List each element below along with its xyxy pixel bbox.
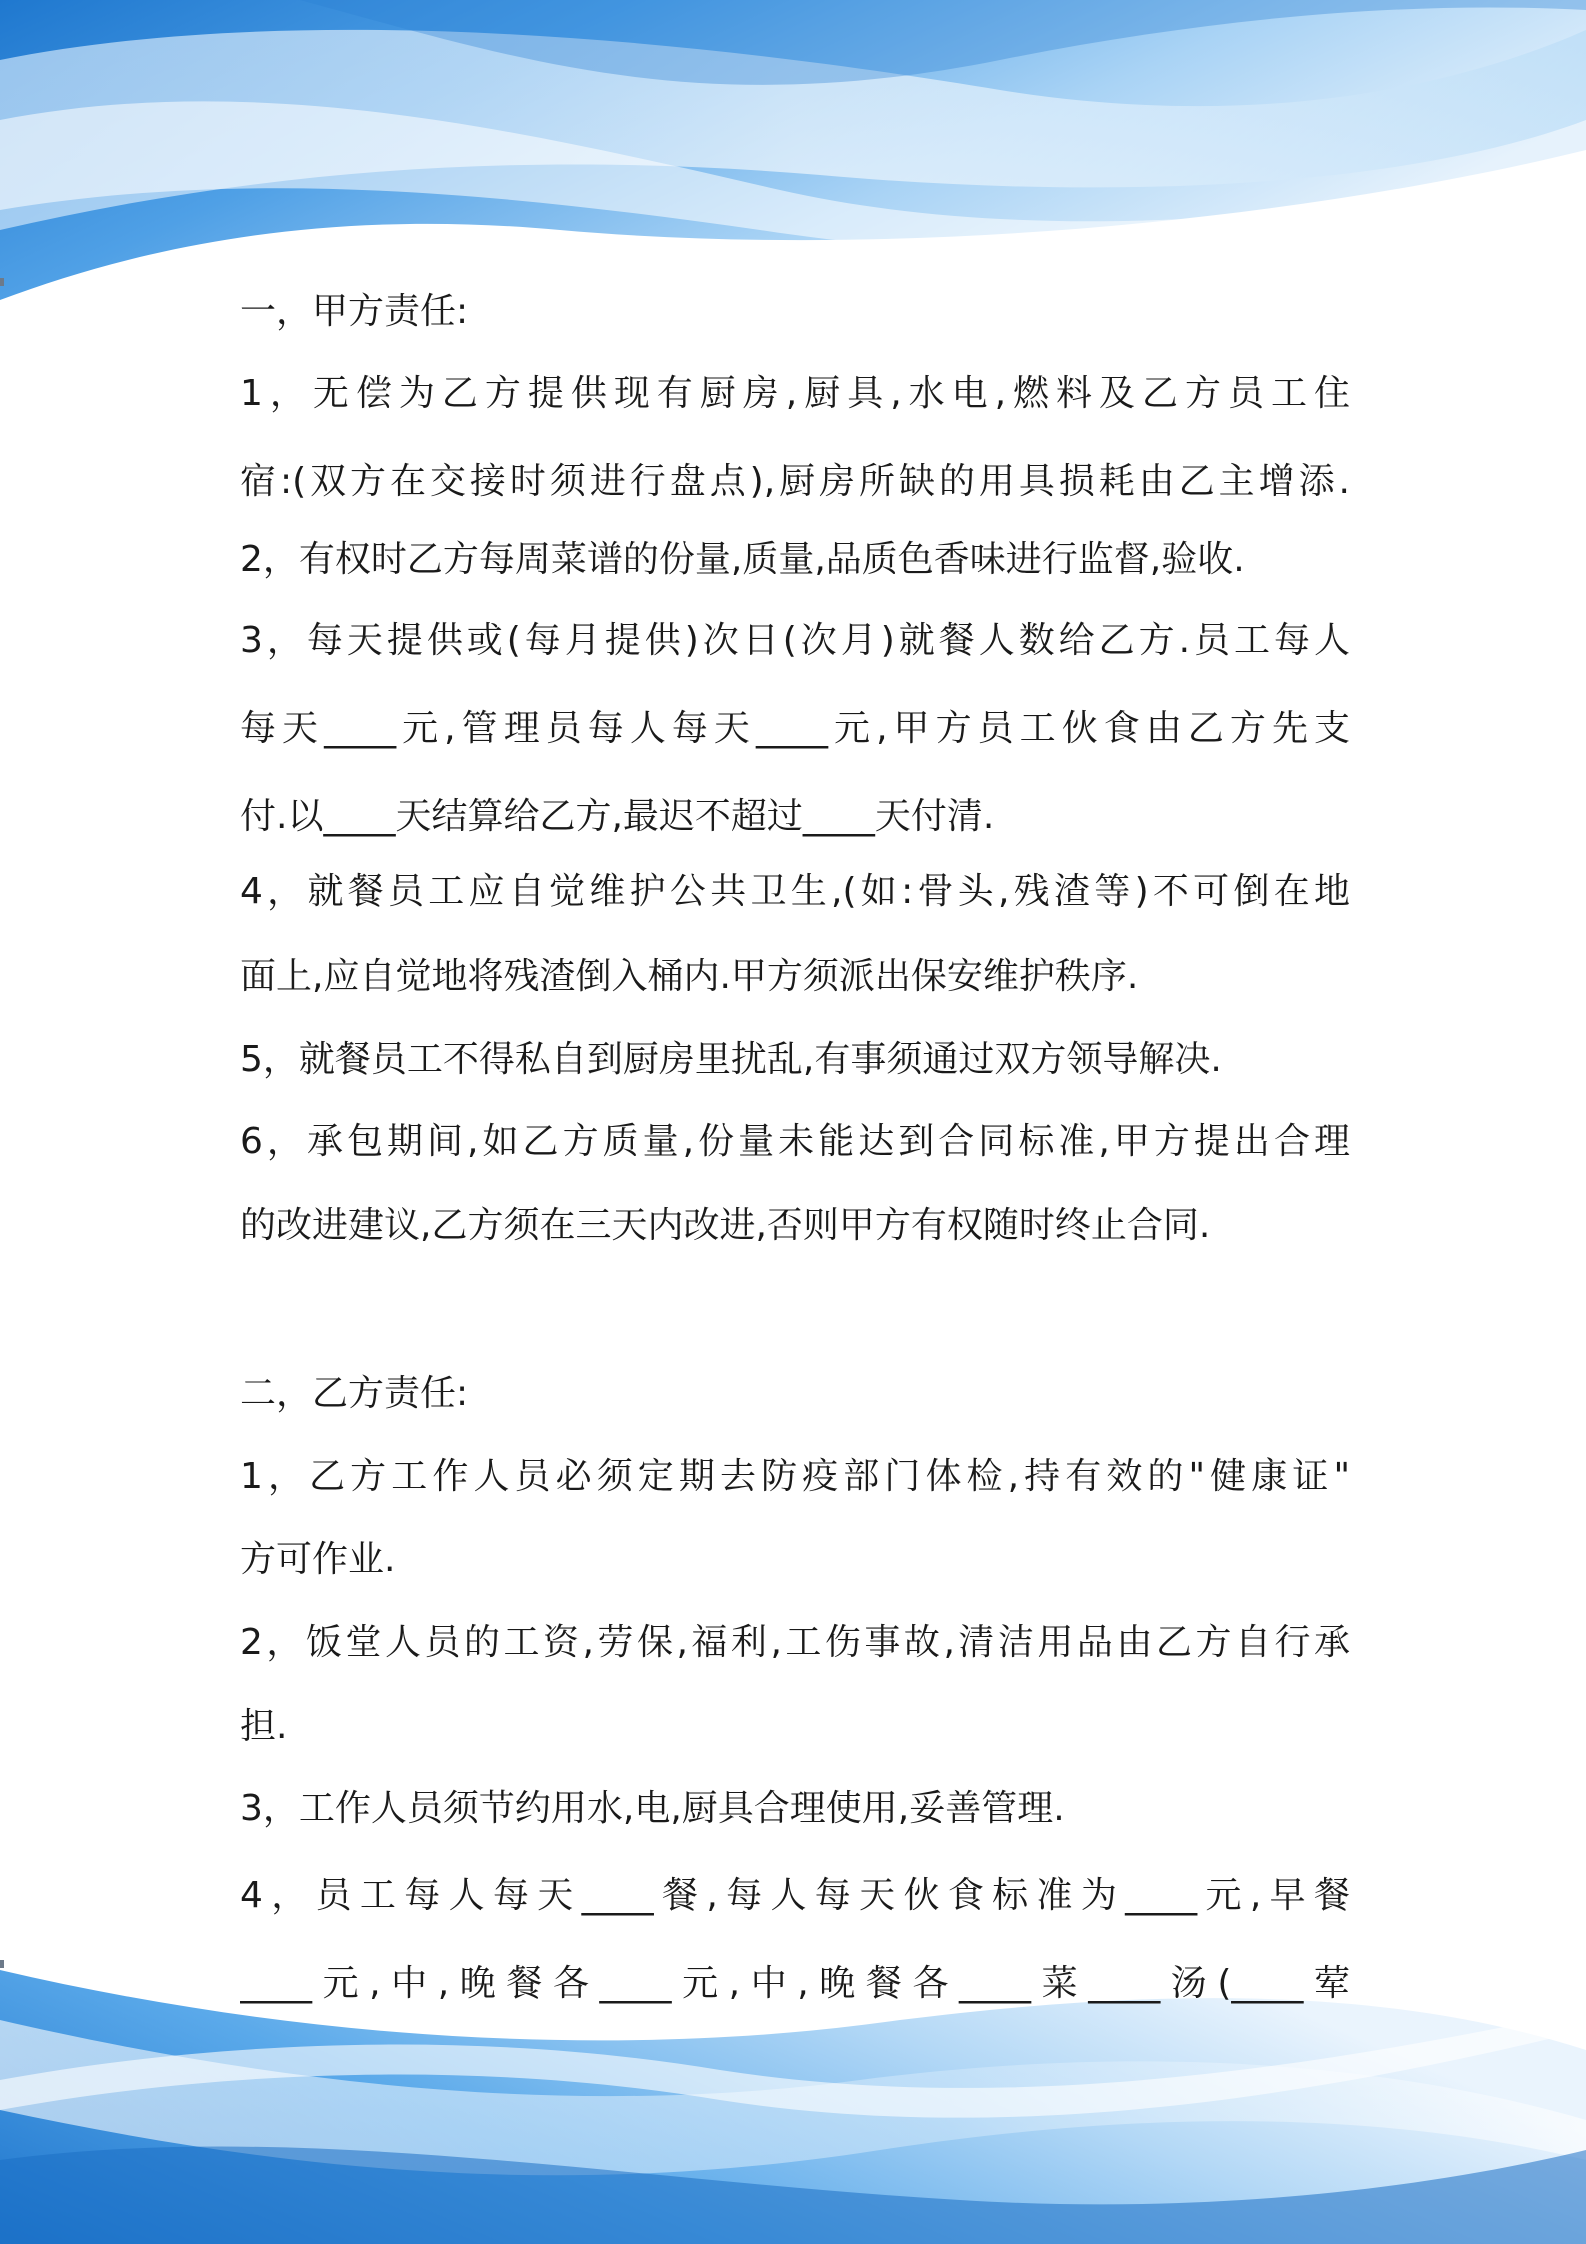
section-a-line: 的改进建议,乙方须在三天内改进,否则甲方有权随时终止合同.: [240, 1205, 1211, 1246]
section-a-line: 6，承包期间,如乙方质量,份量未能达到合同标准,甲方提出合理: [240, 1121, 1350, 1162]
section-a-line: 每天____元,管理员每人每天____元,甲方员工伙食由乙方先支: [240, 708, 1350, 749]
section-a-line: 1，无偿为乙方提供现有厨房,厨具,水电,燃料及乙方员工住: [240, 373, 1350, 414]
section-b-line: 方可作业.: [240, 1539, 396, 1580]
section-b-line: 1，乙方工作人员必须定期去防疫部门体检,持有效的"健康证": [240, 1456, 1350, 1497]
section-a-line: 宿:(双方在交接时须进行盘点),厨房所缺的用具损耗由乙主增添.: [240, 461, 1350, 502]
section-b-line: 担.: [240, 1706, 288, 1747]
document-body: [240, 0, 1350, 2244]
section-b-line: 2，饭堂人员的工资,劳保,福利,工伤事故,清洁用品由乙方自行承: [240, 1622, 1350, 1663]
section-b-line: 4，员工每人每天____餐,每人每天伙食标准为____元,早餐: [240, 1875, 1350, 1916]
margin-marker: [0, 278, 4, 286]
section-a-line: 2，有权时乙方每周菜谱的份量,质量,品质色香味进行监督,验收.: [240, 539, 1245, 580]
section-b-line: ____元,中,晚餐各____元,中,晚餐各____菜____汤(____荤: [240, 1963, 1350, 2004]
section-a-line: 4，就餐员工应自觉维护公共卫生,(如:骨头,残渣等)不可倒在地: [240, 871, 1350, 912]
section-a-line: 5，就餐员工不得私自到厨房里扰乱,有事须通过双方领导解决.: [240, 1039, 1222, 1080]
section-a-line: 付.以____天结算给乙方,最迟不超过____天付清.: [240, 796, 995, 837]
margin-marker: [0, 1960, 4, 1968]
section-b-heading: 二，乙方责任:: [240, 1373, 469, 1414]
section-a-heading: 一，甲方责任:: [240, 291, 469, 332]
section-a-line: 面上,应自觉地将残渣倒入桶内.甲方须派出保安维护秩序.: [240, 956, 1139, 997]
section-b-line: 3，工作人员须节约用水,电,厨具合理使用,妥善管理.: [240, 1788, 1065, 1829]
section-a-line: 3，每天提供或(每月提供)次日(次月)就餐人数给乙方.员工每人: [240, 620, 1350, 661]
